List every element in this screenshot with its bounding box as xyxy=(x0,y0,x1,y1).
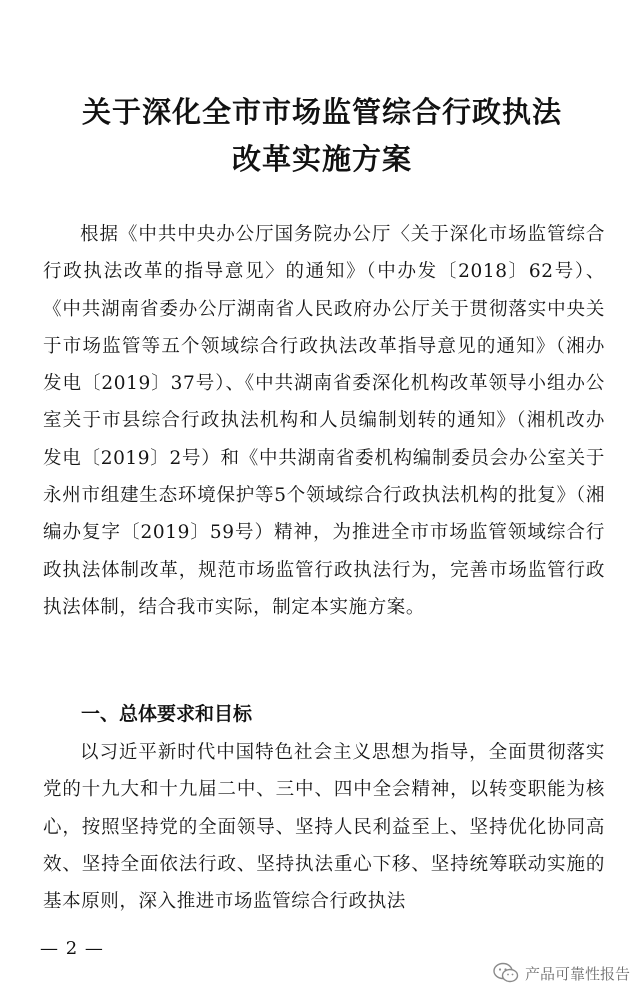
watermark-text: 产品可靠性报告 xyxy=(524,964,630,983)
document-title-line1: 关于深化全市市场监管综合行政执法 xyxy=(81,95,562,129)
document-title-line2: 改革实施方案 xyxy=(231,142,412,176)
section-heading-1: 一、总体要求和目标 xyxy=(81,703,253,725)
wechat-icon xyxy=(493,962,519,984)
paragraph-basis: 根据《中共中央办公厅国务院办公厅〈关于深化市场监管综合行政执法改革的指导意见〉的通知》（中办发〔2018〕62号）、《中共湖南省委办公厅湖南省人民政府办公厅关于贯彻落实中央关于市场监管等五个领域综合行政执法改革指导意见的通知》（湘办发电〔2019〕37号）、《中共湖南省委深化机构改革领导小组办公室关于市县综合行政执法机构和人员编制划转的通知》（湘机改办发电〔2019〕2号）和《中共湖南省委机构编制委员会办公室关于永州市组建生态环境保护等5个领域综合行政执法机构的批复》（湘编办复字〔2019〕59号）精神，为推进全市市场监管领域综合行政执法体制改革，规范市场监管行政执法行为，完善市场监管行政执法体制，结合我市实际，制定本实施方案。 xyxy=(43,224,605,618)
watermark xyxy=(493,962,630,984)
paragraph-guiding-thought: 以习近平新时代中国特色社会主义思想为指导，全面贯彻落实党的十九大和十九届二中、三中、四中全会精神，以转变职能为核心，按照坚持党的全面领导、坚持人民利益至上、坚持优化协同高效、坚持全面依法行政、坚持执法重心下移、坚持统筹联动实施的基本原则，深入推进市场监管综合行政执法 xyxy=(43,742,605,913)
page-number: — 2 — xyxy=(40,938,104,959)
